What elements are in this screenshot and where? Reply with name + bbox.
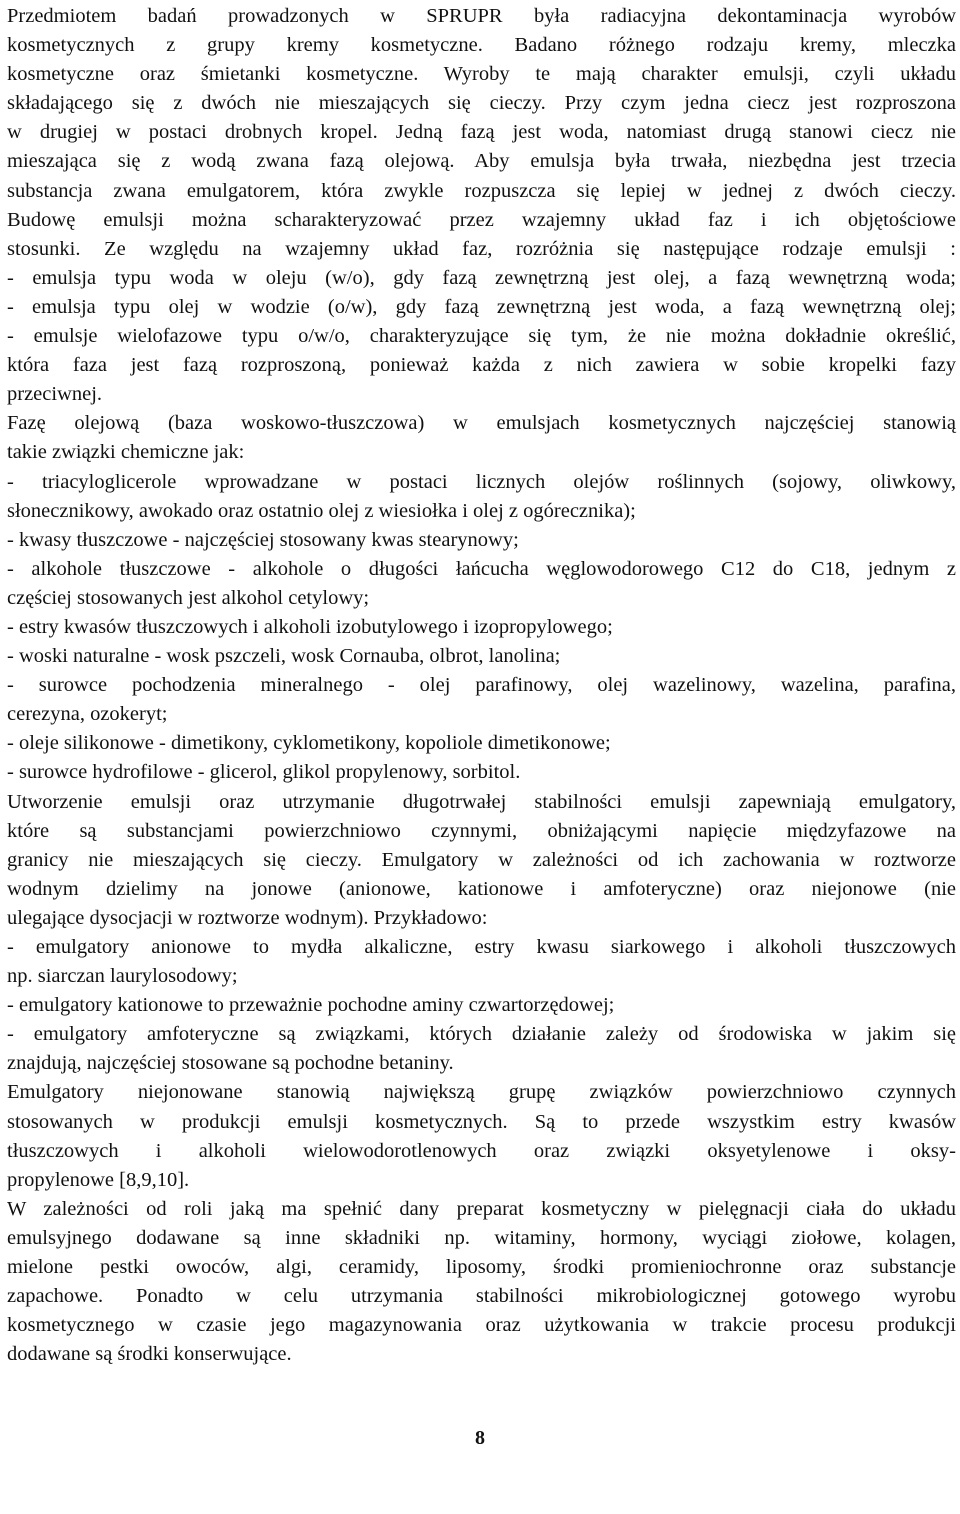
text-line: - oleje silikonowe - dimetikony, cyklometikony, kopoliole dimetikonowe; xyxy=(7,732,611,755)
text-line: mielone pestki owoców, algi, ceramidy, liposomy, środki promieniochronne oraz substancje xyxy=(7,1256,956,1279)
text-line: Przedmiotem badań prowadzonych w SPRUPR była radiacyjna dekontaminacja wyrobów xyxy=(7,5,956,27)
text-line: - triacyloglicerole wprowadzane w postaci licznych olejów roślinnych (sojowy, oliwkowy, xyxy=(7,470,956,493)
text-line: takie związki chemiczne jak: xyxy=(7,441,245,464)
text-line: stosunki. Ze względu na wzajemny układ faz, rozróżnia się następujące rodzaje emulsji : xyxy=(7,237,956,260)
text-line: - surowce pochodzenia mineralnego - olej parafinowy, olej wazelinowy, wazelina, parafina, xyxy=(7,674,956,697)
text-line: - emulsje wielofazowe typu o/w/o, charakteryzujące się tym, że nie można dokładnie określić, xyxy=(7,325,956,348)
text-line: - emulgatory kationowe to przeważnie pochodne aminy czwartorzędowej; xyxy=(7,994,615,1017)
text-line: Fazę olejową (baza woskowo-tłuszczowa) w emulsjach kosmetycznych najczęściej stanowią xyxy=(7,412,956,435)
text-line: - emulgatory anionowe to mydła alkaliczne, estry kwasu siarkowego i alkoholi tłuszczowych xyxy=(7,936,956,958)
text-line: zapachowe. Ponadto w celu utrzymania stabilności mikrobiologicznej gotowego wyrobu xyxy=(7,1285,956,1308)
text-line: stosowanych w produkcji emulsji kosmetycznych. Są to przede wszystkim estry kwasów xyxy=(7,1110,956,1133)
text-line: przeciwnej. xyxy=(7,383,103,406)
text-line: emulsyjnego dodawane są inne składniki np. witaminy, hormony, wyciągi ziołowe, kolagen, xyxy=(7,1226,956,1249)
text-line: - alkohole tłuszczowe - alkohole o długości łańcucha węglowodorowego C12 do C18, jednym z xyxy=(7,557,956,580)
text-line: w drugiej w postaci drobnych kropel. Jedną fazą jest woda, natomiast drugą stanowi ciecz nie xyxy=(7,121,956,144)
text-line: - emulsja typu woda w oleju (w/o), gdy fazą zewnętrzną jest olej, a fazą wewnętrzną woda; xyxy=(7,266,956,289)
text-line: - emulsja typu olej w wodzie (o/w), gdy fazą zewnętrzną jest woda, a fazą wewnętrzną olej; xyxy=(7,295,956,318)
text-line: ulegające dysocjacji w roztworze wodnym). Przykładowo: xyxy=(7,906,488,929)
text-line: kosmetycznych z grupy kremy kosmetyczne. Badano różnego rodzaju kremy, mleczka xyxy=(7,34,956,57)
text-line: cerezyna, ozokeryt; xyxy=(7,703,168,726)
text-line: kosmetyczne oraz śmietanki kosmetyczne. Wyroby te mają charakter emulsji, czyli układu xyxy=(7,63,956,86)
text-line: substancja zwana emulgatorem, która zwykle rozpuszcza się lepiej w jednej z dwóch cieczy. xyxy=(7,179,956,202)
page-number: 8 xyxy=(475,1427,485,1449)
text-line: Budowę emulsji można scharakteryzować przez wzajemny układ faz i ich objętościowe xyxy=(7,208,956,231)
text-line: znajdują, najczęściej stosowane są pochodne betaniny. xyxy=(7,1052,454,1075)
text-line: Utworzenie emulsji oraz utrzymanie długotrwałej stabilności emulsji zapewniają emulgatory, xyxy=(7,790,956,813)
text-line: W zależności od roli jaką ma spełnić dany preparat kosmetyczny w pielęgnacji ciała do układu xyxy=(7,1197,956,1220)
text-line: propylenowe [8,9,10]. xyxy=(7,1168,190,1191)
text-line: - emulgatory amfoteryczne są związkami, których działanie zależy od środowiska w jakim się xyxy=(7,1023,956,1046)
text-line: dodawane są środki konserwujące. xyxy=(7,1343,292,1366)
text-line: granicy nie mieszających się cieczy. Emulgatory w zależności od ich zachowania w roztworze xyxy=(7,848,956,871)
text-line: - surowce hydrofilowe - glicerol, glikol propylenowy, sorbitol. xyxy=(7,761,521,784)
text-line: kosmetycznego w czasie jego magazynowania oraz użytkowania w trakcie procesu produkcji xyxy=(7,1314,956,1337)
text-line: składającego się z dwóch nie mieszających się cieczy. Przy czym jedna ciecz jest rozproszona xyxy=(7,92,956,115)
text-line: Emulgatory niejonowane stanowią największą grupę związków powierzchniowo czynnych xyxy=(7,1081,956,1104)
text-line: - kwasy tłuszczowe - najczęściej stosowany kwas stearynowy; xyxy=(7,528,519,551)
text-line: - estry kwasów tłuszczowych i alkoholi izobutylowego i izopropylowego; xyxy=(7,615,613,638)
text-line: mieszająca się z wodą zwana fazą olejową. Aby emulsja była trwała, niezbędna jest trzecia xyxy=(7,150,956,173)
body-text xyxy=(7,2,956,1369)
text-line: np. siarczan laurylosodowy; xyxy=(7,965,238,988)
text-line: wodnym dzielimy na jonowe (anionowe, kationowe i amfoteryczne) oraz niejonowe (nie xyxy=(7,877,956,900)
text-line: tłuszczowych i alkoholi wielowodorotlenowych oraz związki oksyetylenowe i oksy- xyxy=(7,1139,956,1162)
text-line: częściej stosowanych jest alkohol cetylowy; xyxy=(7,586,370,609)
text-line: - woski naturalne - wosk pszczeli, wosk Cornauba, olbrot, lanolina; xyxy=(7,645,561,668)
text-line: która faza jest fazą rozproszoną, ponieważ każda z nich zawiera w sobie kropelki fazy xyxy=(7,354,956,377)
text-line: słonecznikowy, awokado oraz ostatnio olej z wiesiołka i olej z ogórecznika); xyxy=(7,499,636,522)
text-line: które są substancjami powierzchniowo czynnymi, obniżającymi napięcie międzyfazowe na xyxy=(7,819,956,842)
